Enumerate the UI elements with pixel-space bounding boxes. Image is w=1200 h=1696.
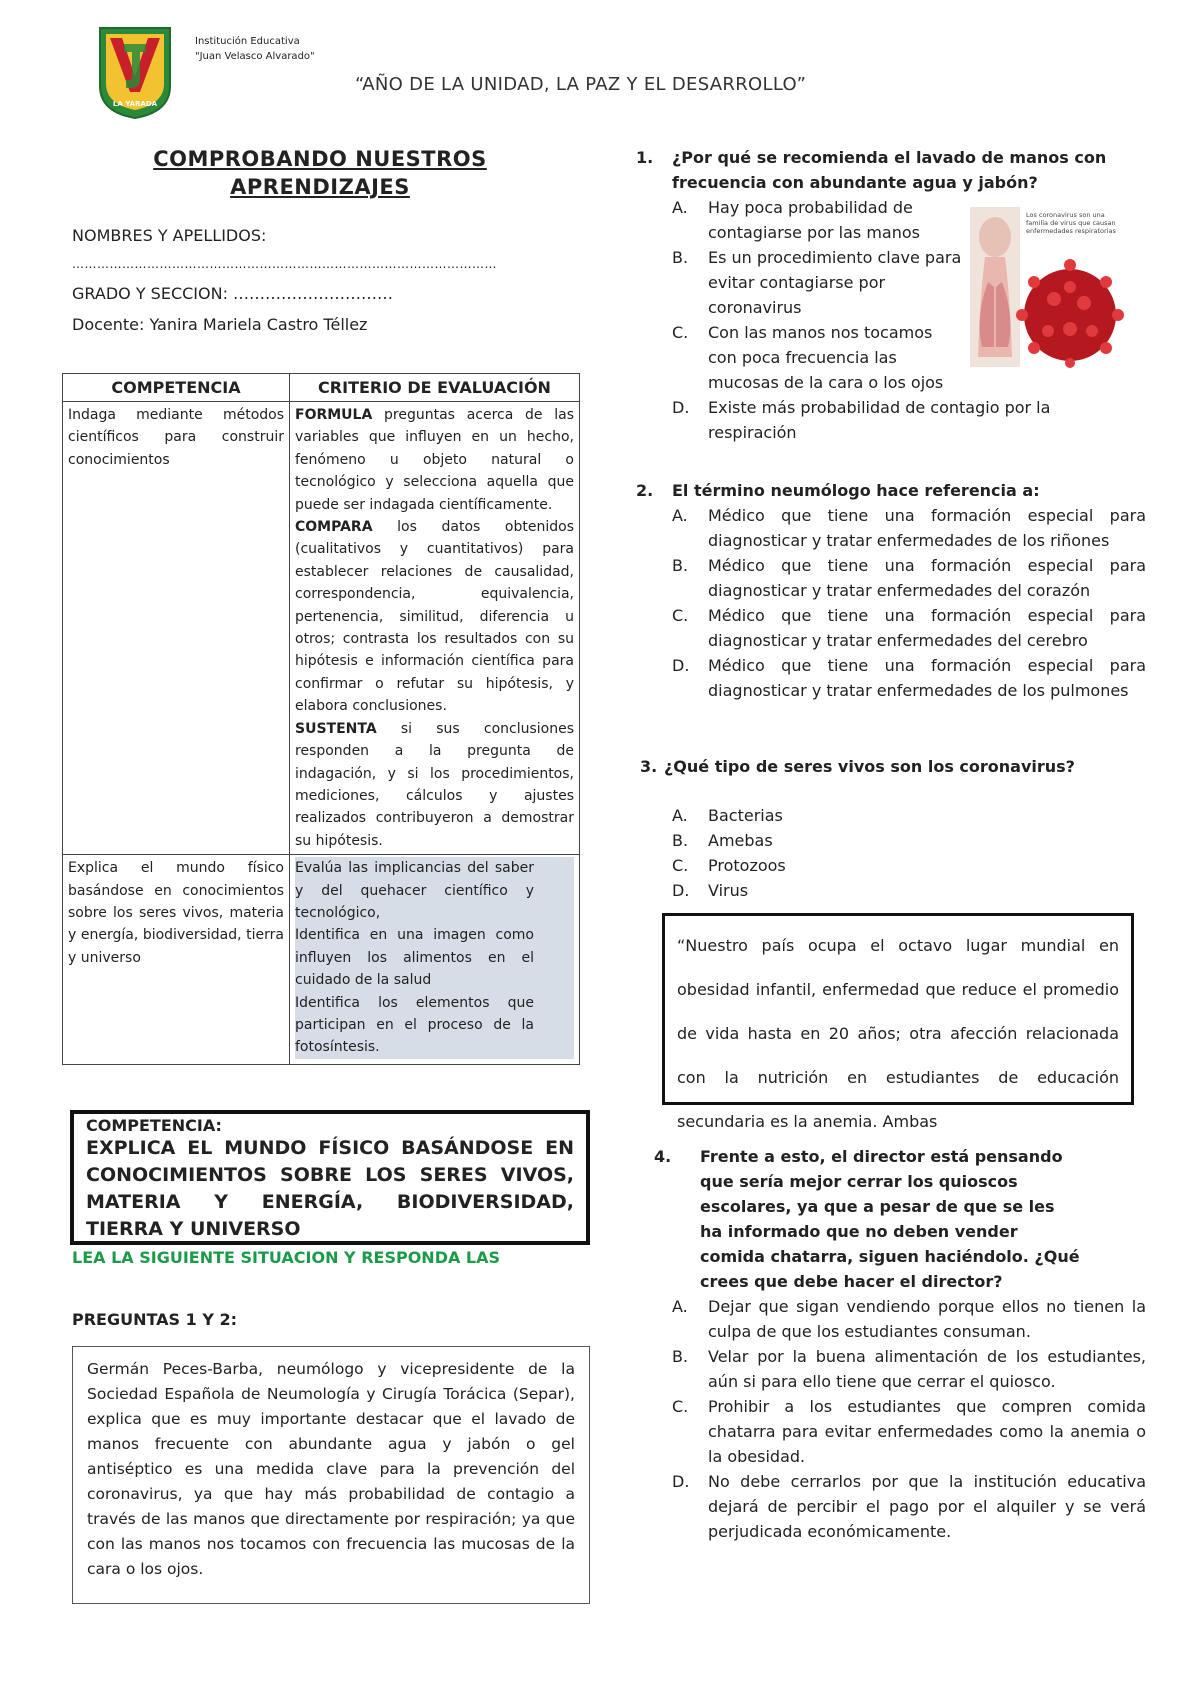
question-2 [636,478,1146,703]
table-header-competence: COMPETENCIA [63,374,290,402]
grade-label[interactable]: GRADO Y SECCION: ………………………… [72,284,394,303]
question-3-option-d[interactable]: D. Virus [672,881,749,900]
question-1-option-a[interactable]: A. Hay poca probabilidad de contagiarse por las manos [672,198,920,242]
reading-passage: Germán Peces-Barba, neumólogo y vicepresidente de la Sociedad Española de Neumología y Cirugía Torácica (Separ), explica que es muy importante destacar que el lavado de manos frecuente con abundante agua y jabón o gel antiséptico es una medida clave para la prevención del coronavirus, ya que hay más probabilidad de contagio a través de las manos que directamente por respiración; ya que con las manos nos tocamos con frecuencia las mucosas de la cara o los ojos. [72,1346,590,1604]
page-title [110,145,530,201]
criteria-compara-bold: COMPARA [295,519,373,536]
criteria-compara-text: los datos obtenidos (cualitativos y cuantitativos) para establecer relaciones de causalidad, correspondencia, equivalencia, pertenencia, similitud, diferencia u otros; contrasta los resultados con su hipótesis e información científica para confirmar o refutar su hipótesis, y elabora conclusiones. [295,519,574,715]
criteria-sustenta-text: si sus conclusiones responden a la pregunta de indagación, y si los procedimientos, mediciones, cálculos y ajustes realizados contribuyeron a demostrar su hipótesis. [295,720,574,849]
row1-criteria [290,402,580,855]
logo-caption: LA YARADA [112,100,158,108]
names-blank[interactable]: ………………………………………………………………………………………… [72,257,497,271]
instruction-line: LEA LA SIGUIENTE SITUACION Y RESPONDA LAS [72,1248,501,1267]
row2-criteria-2: Identifica en una imagen como influyen los alimentos en el cuidado de la salud [295,927,534,989]
question-2-stem: El término neumólogo hace referencia a: [672,481,1040,500]
question-2-option-b[interactable]: B. Médico que tiene una formación especial para diagnosticar y tratar enfermedades del corazón [672,556,1146,600]
question-1-option-b[interactable]: B. Es un procedimiento clave para evitar contagiarse por coronavirus [672,248,962,317]
institution-line-1: Institución Educativa [195,36,300,47]
question-3-stem: ¿Qué tipo de seres vivos son los coronavirus? [664,757,1075,776]
question-4-option-b[interactable]: B. Velar por la buena alimentación de los estudiantes, aún si para ello tiene que cerrar el quiosco. [672,1347,1146,1391]
evaluation-table [62,373,580,1065]
question-4-number: 4. [654,1147,672,1166]
question-2-number: 2. [636,481,654,500]
question-2-option-d[interactable]: D. Médico que tiene una formación especial para diagnosticar y tratar enfermedades de los pulmones [672,656,1146,700]
question-4-stem: Frente a esto, el director está pensando que sería mejor cerrar los quioscos escolares, ya que a pesar de que se les ha informado que no deben vender comida chatarra, siguen haciéndolo. ¿Qué crees que debe hacer el director? [700,1147,1080,1291]
illustration-caption: Los coronavirus son una familia de virus que causan enfermedades respiratorias [1026,211,1116,235]
question-1-stem: ¿Por qué se recomienda el lavado de manos con frecuencia con abundante agua y jabón? [672,148,1107,192]
question-3-option-c[interactable]: C. Protozoos [672,856,786,875]
row2-criteria-3: Identifica los elementos que participan en el proceso de la fotosíntesis. [295,994,534,1056]
competence-box-text: EXPLICA EL MUNDO FÍSICO BASÁNDOSE EN CONOCIMIENTOS SOBRE LOS SERES VIVOS, MATERIA Y ENERGÍA, BIODIVERSIDAD, TIERRA Y UNIVERSO [86,1137,574,1240]
competence-box-label: COMPETENCIA: [86,1116,222,1135]
school-logo [96,24,174,120]
names-label: NOMBRES Y APELLIDOS: [72,226,267,245]
question-1-option-d[interactable]: D. Existe más probabilidad de contagio por la respiración [672,398,1051,442]
quote-box: “Nuestro país ocupa el octavo lugar mundial en obesidad infantil, enfermedad que reduce el promedio de vida hasta en 20 años; otra afección relacionada con la nutrición en estudiantes de educación secundaria es la anemia. Ambas [662,913,1134,1105]
question-3-option-a[interactable]: A. Bacterias [672,806,783,825]
question-2-option-c[interactable]: C. Médico que tiene una formación especial para diagnosticar y tratar enfermedades del cerebro [672,606,1146,650]
question-3-option-b[interactable]: B. Amebas [672,831,773,850]
instruction-line-2: PREGUNTAS 1 Y 2: [72,1310,238,1329]
criteria-formula-bold: FORMULA [295,407,373,423]
criteria-formula-text: preguntas acerca de las variables que influyen en un hecho, fenómeno u objeto natural o tecnológico y selecciona aquella que puede ser indagada científicamente. [295,407,574,513]
coronavirus-illustration [970,207,1140,369]
institution-line-2: "Juan Velasco Alvarado" [195,51,315,62]
question-1-option-c[interactable]: C. Con las manos nos tocamos con poca frecuencia las mucosas de la cara o los ojos [672,323,944,392]
row2-criteria-1: Evalúa las implicancias del saber y del quehacer científico y tecnológico, [295,860,534,921]
question-4 [654,1144,1146,1544]
row2-criteria [290,855,580,1065]
competence-box [70,1110,590,1245]
year-motto: “AÑO DE LA UNIDAD, LA PAZ Y EL DESARROLLO” [355,74,807,95]
table-header-criteria: CRITERIO DE EVALUACIÓN [290,374,580,402]
row2-competence: Explica el mundo físico basándose en conocimientos sobre los seres vivos, materia y energía, biodiversidad, tierra y universo [63,855,290,1065]
question-2-option-a[interactable]: A. Médico que tiene una formación especial para diagnosticar y tratar enfermedades de los riñones [672,506,1146,550]
question-4-option-c[interactable]: C. Prohibir a los estudiantes que compren comida chatarra para evitar enfermedades como la anemia o la obesidad. [672,1397,1146,1466]
question-4-option-a[interactable]: A. Dejar que sigan vendiendo porque ellos no tienen la culpa de que los estudiantes consuman. [672,1297,1146,1341]
institution-name [195,34,315,64]
question-3-number: 3. [640,757,658,776]
question-1-number: 1. [636,148,654,167]
criteria-sustenta-bold: SUSTENTA [295,720,377,737]
question-4-option-d[interactable]: D. No debe cerrarlos por que la institución educativa dejará de percibir el pago por el alquiler y se verá perjudicada económicamente. [672,1472,1146,1541]
question-3 [640,754,1146,903]
page-title-line-2: APRENDIZAJES [230,175,410,199]
page-title-line-1: COMPROBANDO NUESTROS [153,147,487,171]
teacher-name: Docente: Yanira Mariela Castro Téllez [72,315,368,334]
row1-competence: Indaga mediante métodos científicos para construir conocimientos [63,402,290,855]
